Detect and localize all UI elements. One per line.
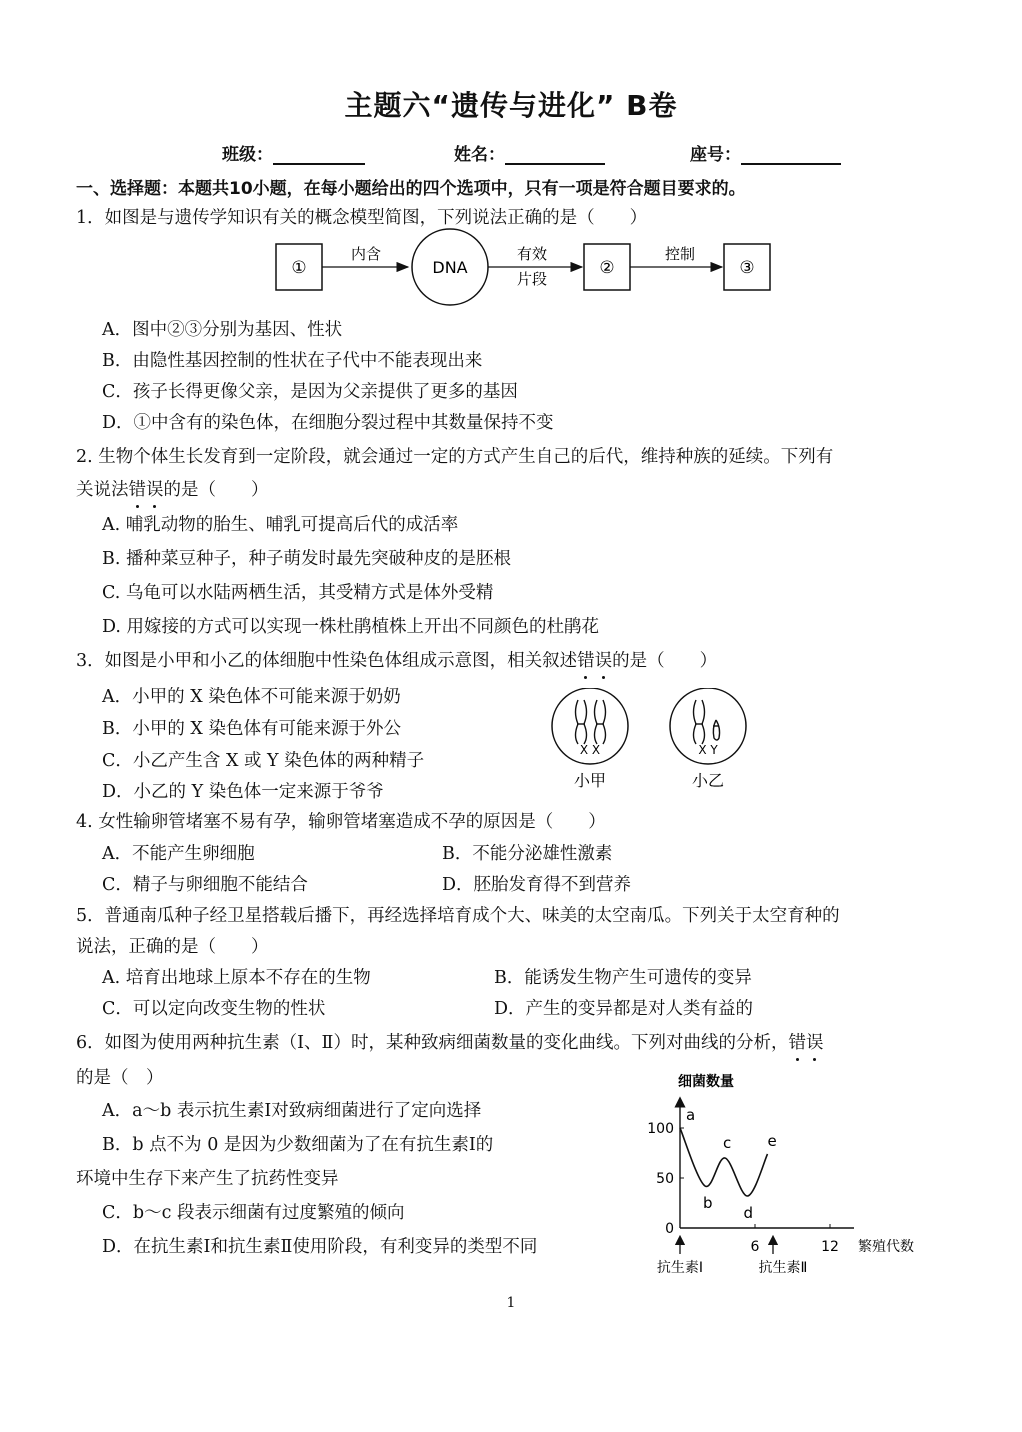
chart-point-label-e: e [767, 1132, 777, 1150]
name-label: 姓名： [454, 145, 505, 165]
chart-y-tick-label: 50 [656, 1171, 674, 1187]
seat-blank[interactable] [741, 145, 841, 165]
q2-emphasis-2: 误 [146, 476, 164, 501]
page-number: 1 [506, 1295, 516, 1311]
q5-stem-line2: 说法，正确的是（ ） [76, 937, 269, 957]
chart-point-label-d: d [743, 1204, 754, 1222]
q2-option-c[interactable]: C. 乌龟可以水陆两栖生活，其受精方式是体外受精 [102, 583, 494, 603]
chart-y-tick-label: 100 [647, 1121, 674, 1137]
q3-option-c[interactable]: C．小乙产生含 X 或 Y 染色体的两种精子 [102, 751, 425, 771]
q4-option-c[interactable]: C．精子与卵细胞不能结合 [102, 875, 308, 895]
xiaoyi-y-chromosome [713, 720, 720, 740]
xiaoyi-x-chromosome [694, 700, 705, 744]
diagram-arrow-3-label: 控制 [664, 245, 696, 263]
diagram-box-1-label: ① [291, 258, 307, 278]
seat-label: 座号： [690, 145, 741, 165]
q6-emphasis-1: 错 [788, 1029, 806, 1054]
q6-option-b-continued: 环境中生存下来产生了抗药性变异 [76, 1169, 339, 1189]
class-blank[interactable] [273, 145, 365, 165]
diagram-dna-label: DNA [432, 258, 468, 277]
class-label: 班级： [222, 145, 273, 165]
q3-stem [76, 647, 717, 672]
q4-stem: 4. 女性输卵管堵塞不易有孕，输卵管堵塞造成不孕的原因是（ ） [76, 812, 606, 832]
q6-stem-line2: 的是（ ） [76, 1068, 164, 1088]
q3-option-d[interactable]: D．小乙的 Y 染色体一定来源于爷爷 [102, 782, 384, 802]
q2-emphasis-1: 错 [129, 476, 147, 501]
seat-field [690, 140, 841, 165]
q6-stem-text: 6．如图为使用两种抗生素（Ⅰ、Ⅱ）时，某种致病细菌数量的变化曲线。下列对曲线的分析， [76, 1033, 789, 1053]
q6-stem-line1 [76, 1029, 823, 1054]
xiaoyi-letters: X Y [698, 743, 718, 757]
chart-point-label-b: b [703, 1194, 713, 1212]
chart-x-tick-label: 12 [821, 1239, 839, 1255]
diagram-arrow-2-label-bottom: 片段 [516, 270, 548, 288]
q6-option-a[interactable]: A．a～b 表示抗生素Ⅰ对致病细菌进行了定向选择 [102, 1101, 482, 1121]
chart-y-tick-label: 0 [665, 1221, 674, 1237]
q3-emphasis-1: 错 [577, 647, 595, 672]
chart-x-label: 繁殖代数 [858, 1239, 914, 1255]
xiaojia-x-chromosome-1 [576, 700, 587, 744]
q6-option-d[interactable]: D．在抗生素Ⅰ和抗生素Ⅱ使用阶段，有利变异的类型不同 [102, 1237, 538, 1257]
q4-option-a[interactable]: A．不能产生卵细胞 [102, 844, 255, 864]
q5-option-c[interactable]: C．可以定向改变生物的性状 [102, 999, 326, 1019]
q2-stem-text: 关说法 [76, 480, 129, 500]
q2-option-a[interactable]: A. 哺乳动物的胎生、哺乳可提高后代的成活率 [102, 515, 459, 535]
q1-option-b[interactable]: B．由隐性基因控制的性状在子代中不能表现出来 [102, 351, 483, 371]
chart-point-label-a: a [686, 1106, 696, 1124]
chart-y-label: 细菌数量 [678, 1074, 734, 1090]
diagram-box-3-label: ③ [739, 258, 755, 278]
q3-option-b[interactable]: B．小甲的 X 染色体有可能来源于外公 [102, 719, 401, 739]
chart-x-tick-label: 6 [750, 1239, 760, 1255]
q6-option-c[interactable]: C．b～c 段表示细菌有过度繁殖的倾向 [102, 1203, 405, 1223]
xiaojia-letters: X X [579, 743, 601, 757]
chart-point-label-c: c [723, 1134, 732, 1152]
chart-antibiotic-label: 抗生素Ⅰ [656, 1260, 704, 1276]
q6-emphasis-2: 误 [806, 1029, 824, 1054]
class-field [222, 140, 365, 165]
q2-stem-line2 [76, 476, 269, 501]
q1-stem: 1．如图是与遗传学知识有关的概念模型简图，下列说法正确的是（ ） [76, 208, 648, 228]
q4-option-b[interactable]: B．不能分泌雄性激素 [442, 844, 613, 864]
q6-bacteria-chart [636, 1066, 926, 1278]
q3-emphasis-2: 误 [595, 647, 613, 672]
q5-option-d[interactable]: D．产生的变异都是对人类有益的 [494, 999, 754, 1019]
q2-option-d[interactable]: D. 用嫁接的方式可以实现一株杜鹃植株上开出不同颜色的杜鹃花 [102, 617, 600, 637]
q2-stem-line1: 2. 生物个体生长发育到一定阶段，就会通过一定的方式产生自己的后代，维持种族的延续。下列有 [76, 447, 834, 467]
xiaojia-caption: 小甲 [573, 771, 607, 790]
q1-option-c[interactable]: C．孩子长得更像父亲，是因为父亲提供了更多的基因 [102, 382, 518, 402]
q3-chromosome-figure [548, 688, 758, 796]
xiaoyi-caption: 小乙 [691, 771, 725, 790]
name-field [454, 140, 605, 165]
q1-concept-diagram [270, 228, 780, 310]
q2-option-b[interactable]: B. 播种菜豆种子，种子萌发时最先突破种皮的是胚根 [102, 549, 511, 569]
page-title: 主题六“遗传与进化” B卷 [344, 89, 678, 122]
chart-antibiotic-label: 抗生素Ⅱ [758, 1260, 808, 1276]
section-heading: 一、选择题：本题共10小题，在每小题给出的四个选项中，只有一项是符合题目要求的。 [76, 179, 746, 199]
q1-option-d[interactable]: D．①中含有的染色体，在细胞分裂过程中其数量保持不变 [102, 413, 554, 433]
q3-option-a[interactable]: A．小甲的 X 染色体不可能来源于奶奶 [102, 687, 401, 707]
name-blank[interactable] [505, 145, 605, 165]
q5-option-a[interactable]: A. 培育出地球上原本不存在的生物 [102, 968, 371, 988]
q6-option-b[interactable]: B．b 点不为 0 是因为少数细菌为了在有抗生素Ⅰ的 [102, 1135, 494, 1155]
q3-stem-text: 3．如图是小甲和小乙的体细胞中性染色体组成示意图，相关叙述 [76, 651, 578, 671]
q3-stem-end: 的是（ ） [612, 651, 718, 671]
xiaojia-x-chromosome-2 [595, 700, 606, 744]
diagram-box-2-label: ② [599, 258, 615, 278]
q5-stem-line1: 5．普通南瓜种子经卫星搭载后播下，再经选择培育成个大、味美的太空南瓜。下列关于太空育种的 [76, 906, 840, 926]
q2-stem-end: 的是（ ） [163, 480, 269, 500]
diagram-arrow-1-label: 内含 [350, 245, 382, 263]
q4-option-d[interactable]: D．胚胎发育得不到营养 [442, 875, 632, 895]
q1-option-a[interactable]: A．图中②③分别为基因、性状 [102, 320, 343, 340]
diagram-arrow-2-label-top: 有效 [516, 245, 548, 263]
q5-option-b[interactable]: B．能诱发生物产生可遗传的变异 [494, 968, 752, 988]
